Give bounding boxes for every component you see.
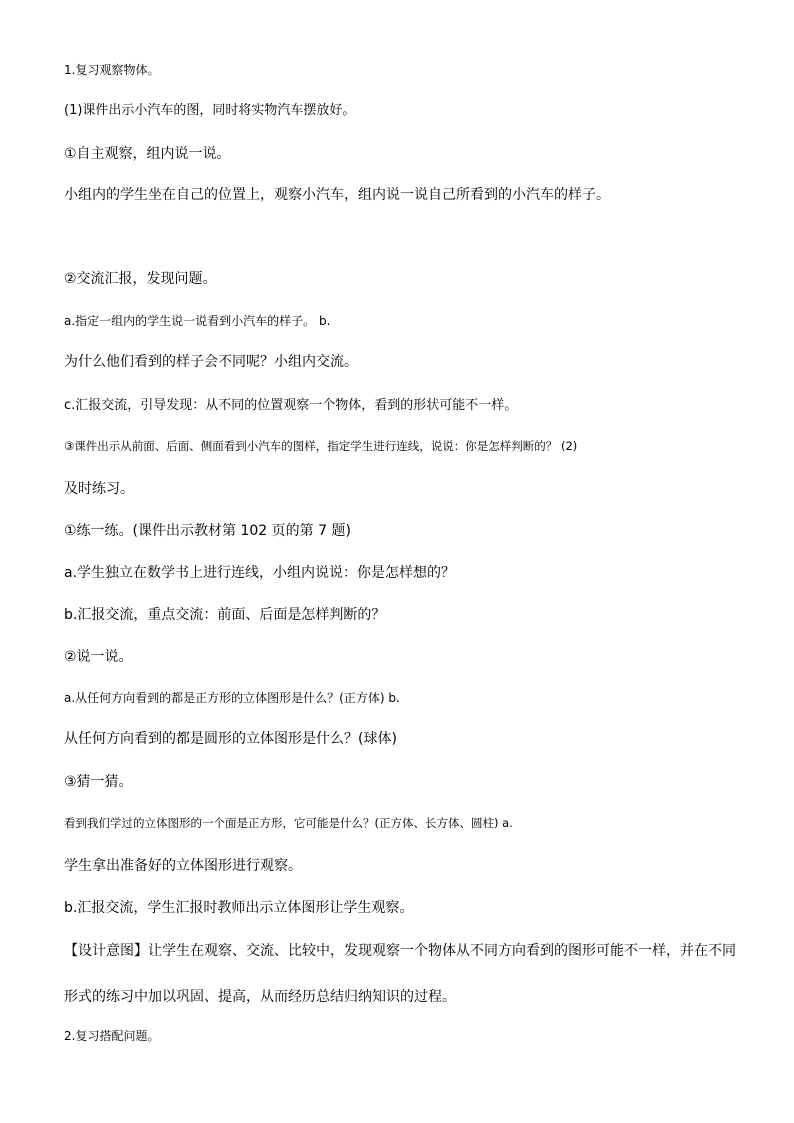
design-intent-paragraph: 【设计意图】让学生在观察、交流、比较中，发现观察一个物体从不同方向看到的图形可能不一样，并在不同形式的练习中加以巩固、提高，从而经历总结归纳知识的过程。 xyxy=(64,943,736,1005)
paragraph-text: 看到我们学过的立体图形的一个面是正方形，它可能是什么？(正方体、长方体、圆柱) a. xyxy=(64,816,513,830)
paragraph-text: 及时练习。 xyxy=(64,481,134,497)
item-a-text: a.从任何方向看到的都是正方形的立体图形是什么？(正方体) b. xyxy=(64,691,400,705)
section-heading-review-observation: 1.复习观察物体。 xyxy=(64,63,160,77)
item-a-text: a.指定一组内的学生说一说看到小汽车的样子。 b. xyxy=(64,314,331,328)
exercise-3-text: ③猜一猜。 xyxy=(64,774,133,790)
paragraph-text: 小组内的学生坐在自己的位置上，观察小汽车，组内说一说自己所看到的小汽车的样子。 xyxy=(64,187,610,203)
exercise-2-text: ②说一说。 xyxy=(64,649,133,665)
substep-3-text: ③课件出示从前面、后面、侧面看到小汽车的图样，指定学生进行连线，说说：你是怎样判断的？ (2) xyxy=(64,439,578,453)
item-c-text: c.汇报交流，引导发现：从不同的位置观察一个物体，看到的形状可能不一样。 xyxy=(64,398,518,413)
item-a-text: a.学生独立在数学书上进行连线，小组内说说：你是怎样想的？ xyxy=(64,565,456,581)
substep-1-text: ①自主观察，组内说一说。 xyxy=(64,146,231,162)
section-heading-review-matching: 2.复习搭配问题。 xyxy=(64,1029,160,1043)
exercise-1-text: ①练一练。(课件出示教材第 102 页的第 7 题) xyxy=(64,523,351,539)
paragraph-text: 学生拿出准备好的立体图形进行观察。 xyxy=(64,858,302,874)
paragraph-text: 从任何方向看到的都是圆形的立体图形是什么？(球体) xyxy=(64,731,397,747)
substep-2-text: ②交流汇报，发现问题。 xyxy=(64,271,217,287)
step-1-text: (1)课件出示小汽车的图，同时将实物汽车摆放好。 xyxy=(64,103,356,118)
paragraph-text: 为什么他们看到的样子会不同呢？小组内交流。 xyxy=(64,354,358,370)
item-b-text: b.汇报交流，学生汇报时教师出示立体图形让学生观察。 xyxy=(64,900,414,916)
item-b-text: b.汇报交流，重点交流：前面、后面是怎样判断的？ xyxy=(64,607,386,623)
